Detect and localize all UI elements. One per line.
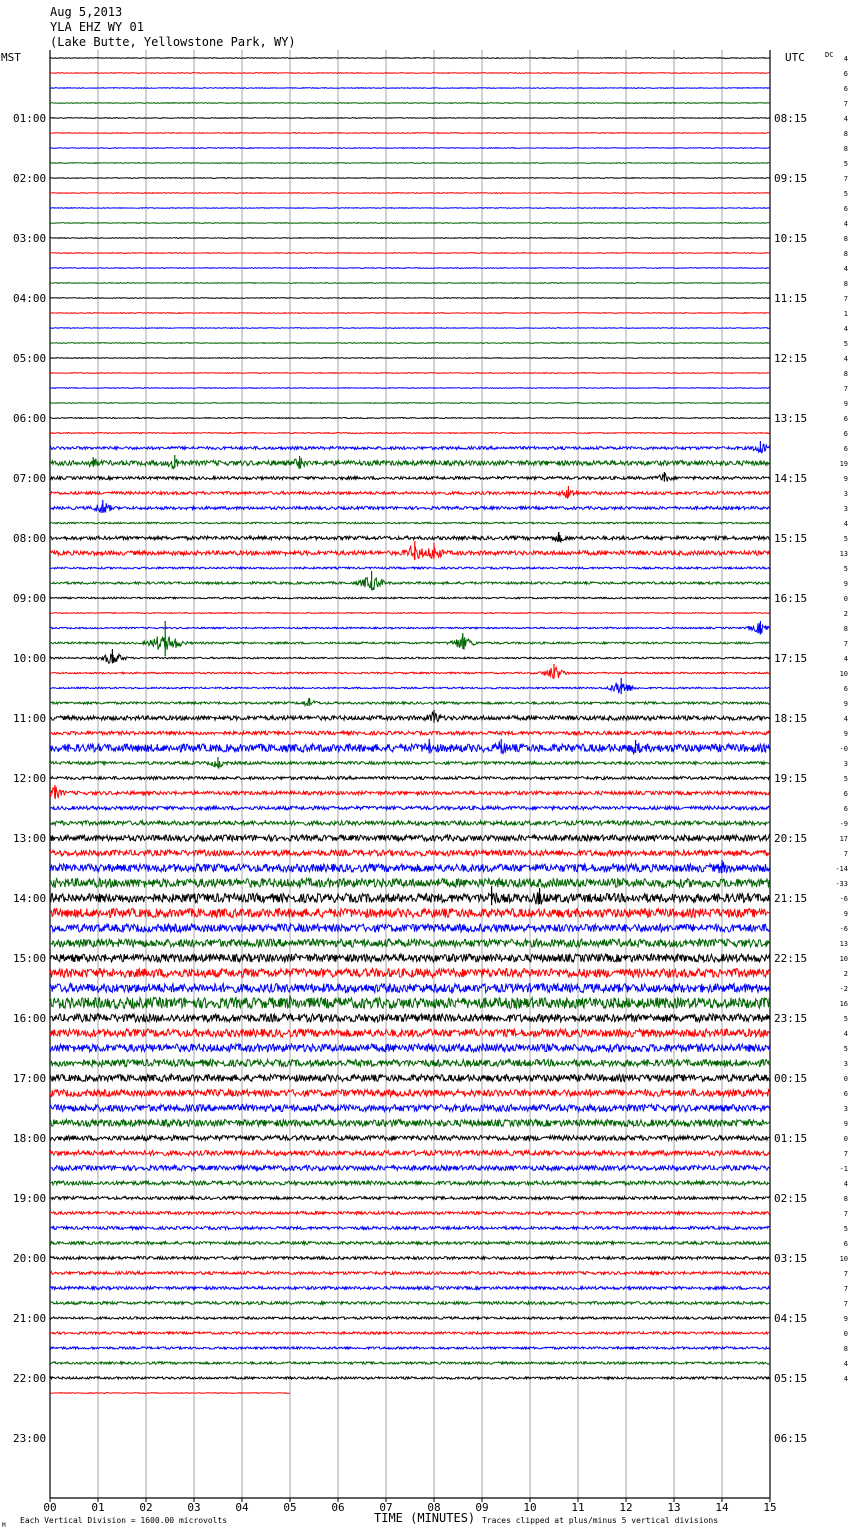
trace-86 — [50, 1347, 770, 1349]
utc-hour-label: 21:15 — [774, 892, 808, 905]
utc-hour-label: 17:15 — [774, 652, 808, 665]
mst-hour-label: 19:00 — [13, 1192, 47, 1205]
dc-offset-value: 3 — [843, 1060, 848, 1068]
trace-7 — [50, 163, 770, 164]
utc-hour-label: 00:15 — [774, 1072, 808, 1085]
dc-offset-value: 7 — [843, 1300, 848, 1308]
dc-offset-value: 0 — [843, 595, 848, 603]
trace-50 — [50, 806, 770, 810]
right-timezone-label: UTC — [785, 51, 805, 64]
utc-hour-label: 22:15 — [774, 952, 808, 965]
dc-offset-value: 9 — [843, 400, 848, 408]
trace-57 — [50, 909, 770, 918]
dc-offset-value: 17 — [839, 835, 848, 843]
dc-offset-value: 6 — [843, 85, 848, 93]
seismic-events — [55, 441, 761, 1008]
utc-hour-label: 08:15 — [774, 112, 808, 125]
trace-14 — [50, 268, 770, 269]
dc-offset-value: 9 — [843, 580, 848, 588]
dc-offset-value: 8 — [843, 130, 848, 138]
dc-offset-value: 2 — [843, 610, 848, 618]
trace-76 — [50, 1197, 770, 1200]
dc-offset-value: 3 — [843, 1105, 848, 1113]
dc-offset-value: 7 — [843, 295, 848, 303]
dc-offset-value: 7 — [843, 175, 848, 183]
trace-37 — [50, 613, 770, 614]
utc-hour-label: 10:15 — [774, 232, 808, 245]
trace-62 — [50, 984, 770, 993]
utc-hour-label: 04:15 — [774, 1312, 808, 1325]
trace-77 — [50, 1212, 770, 1215]
utc-hour-label: 01:15 — [774, 1132, 808, 1145]
trace-16 — [50, 298, 770, 299]
dc-offset-value: 7 — [843, 1270, 848, 1278]
dc-offset-value: 5 — [843, 535, 848, 543]
trace-48 — [50, 777, 770, 780]
dc-offset-value: 6 — [843, 430, 848, 438]
trace-82 — [50, 1287, 770, 1290]
trace-52 — [50, 835, 770, 841]
dc-offset-value: 7 — [843, 850, 848, 858]
mst-hour-label: 14:00 — [13, 892, 47, 905]
trace-67 — [50, 1060, 770, 1067]
dc-offset-value: 4 — [843, 1360, 848, 1368]
x-tick-label: 04 — [235, 1501, 249, 1514]
trace-51 — [50, 821, 770, 825]
dc-offset-value: -14 — [835, 865, 848, 873]
trace-56 — [50, 892, 770, 904]
dc-offset-value: 5 — [843, 340, 848, 348]
utc-hour-label: 11:15 — [774, 292, 808, 305]
mst-hour-label: 23:00 — [13, 1432, 47, 1445]
dc-offset-value: 0 — [843, 1135, 848, 1143]
trace-40 — [50, 654, 770, 663]
trace-47 — [50, 761, 770, 768]
dc-offset-value: 6 — [843, 415, 848, 423]
dc-offset-value: 4 — [843, 55, 848, 63]
mst-hour-labels — [13, 112, 46, 1445]
mst-hour-label: 06:00 — [13, 412, 47, 425]
trace-66 — [50, 1044, 770, 1052]
dc-offset-value: 4 — [843, 325, 848, 333]
trace-55 — [50, 879, 770, 888]
mst-hour-label: 11:00 — [13, 712, 47, 725]
dc-offset-value: 6 — [843, 445, 848, 453]
dc-offset-value: 6 — [843, 70, 848, 78]
x-tick-label: 10 — [523, 1501, 537, 1514]
dc-offset-value: 8 — [843, 370, 848, 378]
trace-27 — [50, 458, 770, 469]
dc-offset-value: 6 — [843, 790, 848, 798]
dc-offset-value: 4 — [843, 715, 848, 723]
trace-70 — [50, 1105, 770, 1112]
dc-offset-header: DC — [825, 51, 834, 59]
dc-offset-value: 8 — [843, 250, 848, 258]
dc-offset-value: 4 — [843, 520, 848, 528]
dc-offset-value: -9 — [839, 820, 848, 828]
trace-72 — [50, 1136, 770, 1141]
dc-offset-value: 5 — [843, 1015, 848, 1023]
trace-46 — [50, 741, 770, 754]
x-tick-label: 15 — [763, 1501, 777, 1514]
dc-offset-value: 10 — [839, 1255, 848, 1263]
utc-hour-label: 05:15 — [774, 1372, 808, 1385]
trace-87 — [50, 1362, 770, 1364]
dc-offset-value: 4 — [843, 1375, 848, 1383]
dc-offset-value: -0 — [839, 745, 848, 753]
mst-hour-label: 08:00 — [13, 532, 47, 545]
dc-offset-value: 13 — [839, 940, 848, 948]
dc-offset-value: 5 — [843, 190, 848, 198]
dc-offset-value: 4 — [843, 1030, 848, 1038]
dc-offset-value: 6 — [843, 805, 848, 813]
trace-2 — [50, 88, 770, 89]
dc-offset-value: 0 — [843, 1075, 848, 1083]
trace-42 — [50, 683, 770, 693]
utc-hour-label: 23:15 — [774, 1012, 808, 1025]
dc-offset-value: 9 — [843, 475, 848, 483]
dc-offset-value: 9 — [843, 1315, 848, 1323]
trace-44 — [50, 712, 770, 722]
x-tick-label: 07 — [379, 1501, 393, 1514]
x-tick-label: 03 — [187, 1501, 201, 1514]
dc-offset-value: 4 — [843, 265, 848, 273]
trace-10 — [50, 208, 770, 209]
dc-offset-value: 5 — [843, 775, 848, 783]
dc-offset-value: 9 — [843, 700, 848, 708]
dc-offset-value: 7 — [843, 1210, 848, 1218]
dc-offset-value: 3 — [843, 760, 848, 768]
dc-offset-value: 4 — [843, 355, 848, 363]
trace-43 — [50, 698, 770, 705]
dc-offset-value: 4 — [843, 655, 848, 663]
mst-hour-label: 12:00 — [13, 772, 47, 785]
trace-54 — [50, 862, 770, 873]
utc-hour-label: 15:15 — [774, 532, 808, 545]
trace-8 — [50, 178, 770, 179]
dc-offset-value: -6 — [839, 895, 848, 903]
trace-68 — [50, 1075, 770, 1082]
utc-hour-label: 14:15 — [774, 472, 808, 485]
utc-hour-label: 03:15 — [774, 1252, 808, 1265]
dc-offset-value: 5 — [843, 565, 848, 573]
trace-3 — [50, 103, 770, 104]
dc-offset-value: 13 — [839, 550, 848, 558]
utc-hour-label: 12:15 — [774, 352, 808, 365]
trace-45 — [50, 731, 770, 735]
trace-73 — [50, 1151, 770, 1156]
dc-offset-value: 7 — [843, 100, 848, 108]
trace-41 — [50, 667, 770, 678]
dc-offset-value: 8 — [843, 145, 848, 153]
trace-25 — [50, 433, 770, 434]
dc-offset-value: 9 — [843, 910, 848, 918]
mst-hour-label: 03:00 — [13, 232, 47, 245]
dc-offset-value: 8 — [843, 1195, 848, 1203]
header-date: Aug 5,2013 — [50, 5, 123, 19]
dc-offset-value: 2 — [843, 970, 848, 978]
mst-hour-label: 07:00 — [13, 472, 47, 485]
mst-hour-label: 09:00 — [13, 592, 47, 605]
dc-offset-value: 6 — [843, 1090, 848, 1098]
dc-offset-value: 4 — [843, 220, 848, 228]
dc-offset-value: 0 — [843, 1330, 848, 1338]
trace-0 — [50, 58, 770, 59]
trace-74 — [50, 1166, 770, 1171]
dc-offset-value: 19 — [839, 460, 848, 468]
dc-offset-value: 5 — [843, 160, 848, 168]
scale-note: Each Vertical Division = 1600.00 microvolts — [20, 1516, 228, 1525]
dc-offset-value: -1 — [839, 1165, 848, 1173]
trace-12 — [50, 238, 770, 239]
dc-offset-value: 5 — [843, 1045, 848, 1053]
trace-29 — [50, 490, 770, 498]
x-axis-title: TIME (MINUTES) — [374, 1511, 476, 1525]
header-location: (Lake Butte, Yellowstone Park, WY) — [50, 35, 296, 49]
dc-offset-value: 5 — [843, 1225, 848, 1233]
utc-hour-labels — [774, 112, 807, 1445]
trace-28 — [50, 473, 770, 482]
x-tick-label: 14 — [715, 1501, 729, 1514]
trace-1 — [50, 73, 770, 74]
trace-78 — [50, 1227, 770, 1230]
mst-hour-label: 20:00 — [13, 1252, 47, 1265]
trace-6 — [50, 148, 770, 149]
dc-offset-value: 1 — [843, 310, 848, 318]
trace-60 — [50, 954, 770, 962]
mst-hour-label: 05:00 — [13, 352, 47, 365]
trace-84 — [50, 1317, 770, 1319]
dc-offset-value: 9 — [843, 730, 848, 738]
x-tick-label: 02 — [139, 1501, 153, 1514]
trace-11 — [50, 223, 770, 224]
utc-hour-label: 16:15 — [774, 592, 808, 605]
trace-65 — [50, 1029, 770, 1037]
dc-offset-labels — [835, 55, 848, 1383]
trace-26 — [50, 444, 770, 453]
x-tick-label: 06 — [331, 1501, 345, 1514]
trace-69 — [50, 1090, 770, 1097]
trace-88 — [50, 1377, 770, 1379]
left-timezone-label: MST — [1, 51, 21, 64]
trace-17 — [50, 313, 770, 314]
mst-hour-label: 16:00 — [13, 1012, 47, 1025]
dc-offset-value: 4 — [843, 1180, 848, 1188]
trace-49 — [50, 787, 770, 799]
trace-31 — [50, 522, 770, 524]
trace-83 — [50, 1302, 770, 1305]
trace-58 — [50, 924, 770, 932]
trace-34 — [50, 567, 770, 569]
mst-hour-label: 10:00 — [13, 652, 47, 665]
dc-offset-value: 3 — [843, 505, 848, 513]
mst-hour-label: 01:00 — [13, 112, 47, 125]
utc-hour-label: 19:15 — [774, 772, 808, 785]
dc-offset-value: 7 — [843, 640, 848, 648]
dc-offset-value: -33 — [835, 880, 848, 888]
corner-mark: M — [2, 1522, 6, 1529]
utc-hour-label: 20:15 — [774, 832, 808, 845]
dc-offset-value: 8 — [843, 625, 848, 633]
dc-offset-value: 6 — [843, 1240, 848, 1248]
mst-hour-label: 13:00 — [13, 832, 47, 845]
x-tick-label: 13 — [667, 1501, 681, 1514]
dc-offset-value: 8 — [843, 280, 848, 288]
x-tick-label: 09 — [475, 1501, 489, 1514]
seismic-traces — [50, 58, 770, 1394]
trace-80 — [50, 1257, 770, 1260]
trace-4 — [50, 118, 770, 119]
trace-64 — [50, 1014, 770, 1022]
clip-note: Traces clipped at plus/minus 5 vertical divisions — [482, 1516, 719, 1525]
dc-offset-value: -6 — [839, 925, 848, 933]
trace-9 — [50, 193, 770, 194]
mst-hour-label: 04:00 — [13, 292, 47, 305]
dc-offset-value: 4 — [843, 115, 848, 123]
trace-61 — [50, 969, 770, 978]
x-tick-label: 01 — [91, 1501, 105, 1514]
trace-53 — [50, 850, 770, 856]
utc-hour-label: 02:15 — [774, 1192, 808, 1205]
dc-offset-value: 10 — [839, 670, 848, 678]
dc-offset-value: 8 — [843, 1345, 848, 1353]
dc-offset-value: 10 — [839, 955, 848, 963]
trace-15 — [50, 283, 770, 284]
trace-18 — [50, 328, 770, 329]
trace-36 — [50, 597, 770, 599]
dc-offset-value: 9 — [843, 1120, 848, 1128]
trace-5 — [50, 133, 770, 134]
dc-offset-value: 8 — [843, 235, 848, 243]
mst-hour-label: 21:00 — [13, 1312, 47, 1325]
trace-81 — [50, 1272, 770, 1275]
mst-hour-label: 15:00 — [13, 952, 47, 965]
mst-hour-label: 18:00 — [13, 1132, 47, 1145]
trace-24 — [50, 418, 770, 419]
trace-79 — [50, 1242, 770, 1245]
dc-offset-value: 16 — [839, 1000, 848, 1008]
trace-39 — [50, 636, 770, 649]
utc-hour-label: 09:15 — [774, 172, 808, 185]
x-tick-label: 05 — [283, 1501, 297, 1514]
trace-19 — [50, 343, 770, 344]
trace-20 — [50, 358, 770, 359]
trace-23 — [50, 403, 770, 404]
mst-hour-label: 22:00 — [13, 1372, 47, 1385]
trace-13 — [50, 253, 770, 254]
utc-hour-label: 18:15 — [774, 712, 808, 725]
dc-offset-value: 6 — [843, 205, 848, 213]
trace-59 — [50, 939, 770, 947]
trace-75 — [50, 1181, 770, 1185]
dc-offset-value: 6 — [843, 685, 848, 693]
x-tick-label: 11 — [571, 1501, 585, 1514]
trace-85 — [50, 1332, 770, 1334]
utc-hour-label: 06:15 — [774, 1432, 808, 1445]
trace-32 — [50, 533, 770, 543]
trace-21 — [50, 373, 770, 374]
trace-71 — [50, 1120, 770, 1127]
trace-22 — [50, 388, 770, 389]
x-tick-label: 12 — [619, 1501, 633, 1514]
dc-offset-value: -2 — [839, 985, 848, 993]
trace-89 — [50, 1393, 290, 1394]
trace-38 — [50, 623, 770, 635]
dc-offset-value: 3 — [843, 490, 848, 498]
trace-33 — [50, 546, 770, 559]
x-tick-label: 00 — [43, 1501, 57, 1514]
dc-offset-value: 7 — [843, 385, 848, 393]
dc-offset-value: 7 — [843, 1285, 848, 1293]
trace-30 — [50, 503, 770, 513]
trace-63 — [50, 997, 770, 1009]
mst-hour-label: 17:00 — [13, 1072, 47, 1085]
x-tick-label: 08 — [427, 1501, 441, 1514]
dc-offset-value: 7 — [843, 1150, 848, 1158]
header-station: YLA EHZ WY 01 — [50, 20, 144, 34]
trace-35 — [50, 577, 770, 589]
mst-hour-label: 02:00 — [13, 172, 47, 185]
utc-hour-label: 13:15 — [774, 412, 808, 425]
